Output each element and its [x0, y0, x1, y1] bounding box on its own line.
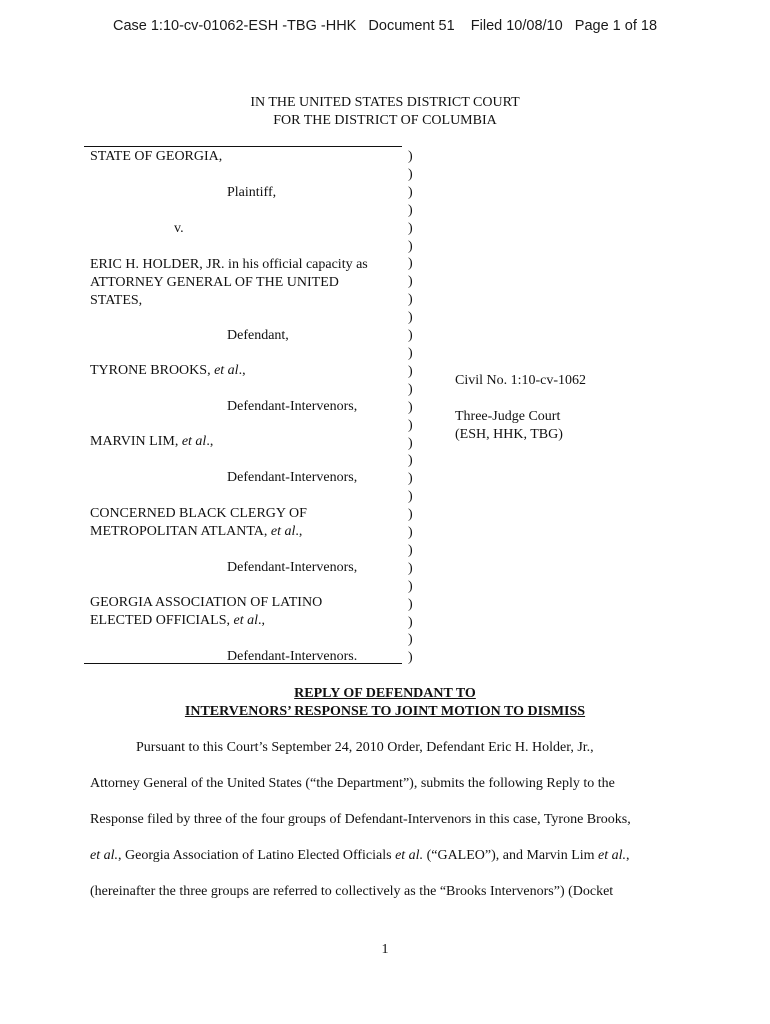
body-line-4-etal-2: et al.: [395, 848, 424, 863]
caption-top-rule: [84, 146, 402, 147]
intervenor3-line2: [90, 523, 302, 541]
intervenor4-etal: et al: [233, 613, 258, 628]
court-heading-line2: FOR THE DISTRICT OF COLUMBIA: [273, 113, 497, 128]
intervenor2-etal: et al: [181, 434, 207, 449]
body-line-4: [90, 847, 630, 865]
intervenor1-etal: et al: [214, 363, 239, 378]
intervenor2-role: Defendant-Intervenors,: [227, 470, 358, 485]
versus: v.: [174, 221, 184, 236]
three-judge-court: [455, 408, 563, 444]
intervenor4-line2-text: ELECTED OFFICIALS,: [90, 613, 230, 628]
body-line-4-etal-1: et al.: [90, 848, 118, 863]
intervenor4-role: Defendant-Intervenors.: [227, 649, 358, 664]
intervenor4-line1: GEORGIA ASSOCIATION OF LATINO: [90, 595, 323, 610]
defendant-role: Defendant,: [227, 328, 289, 343]
body-line-5: (hereinafter the three groups are referred to collectively as the “Brooks Intervenors”) (Docket: [90, 884, 614, 899]
intervenor3-line2-text: METROPOLITAN ATLANTA,: [90, 524, 268, 539]
defendant-line1: ERIC H. HOLDER, JR. in his official capacity as: [90, 257, 368, 272]
intervenor3-role: Defendant-Intervenors,: [227, 560, 358, 575]
court-heading-line1: IN THE UNITED STATES DISTRICT COURT: [250, 95, 520, 110]
court-heading: [0, 94, 770, 130]
body-line-3: Response filed by three of the four groups of Defendant-Intervenors in this case, Tyrone Brooks,: [90, 812, 631, 827]
intervenor3-suffix: .,: [295, 524, 303, 539]
three-judge-line2: (ESH, HHK, TBG): [455, 427, 563, 442]
body-line-4-etal-3: et al.: [598, 848, 627, 863]
intervenor1-name: [90, 362, 246, 380]
intervenor4-suffix: .,: [258, 613, 265, 628]
body-line-2: Attorney General of the United States (“the Department”), submits the following Reply to the: [90, 776, 615, 791]
plaintiff-name: STATE OF GEORGIA,: [90, 149, 223, 164]
body-line-1: Pursuant to this Court’s September 24, 2010 Order, Defendant Eric H. Holder, Jr.,: [136, 740, 594, 755]
intervenor2-name: [90, 433, 213, 451]
intervenor1-name-text: TYRONE BROOKS,: [90, 363, 211, 378]
ecf-header-stamp: Case 1:10-cv-01062-ESH -TBG -HHK Document 51 Filed 10/08/10 Page 1 of 18: [112, 18, 658, 34]
defendant-line3: STATES,: [90, 293, 143, 308]
body-line-4-part-d: (“GALEO”), and Marvin Lim: [423, 848, 599, 863]
body-line-4-part-b: , Georgia Association of Latino Elected Officials: [118, 848, 396, 863]
civil-number: Civil No. 1:10-cv-1062: [455, 373, 587, 388]
page-number: 1: [381, 942, 389, 957]
caption-paren-column: ) ) ) ) ) ) ) ) ) ) ) ) ) ) ) ) ) ) ) ) ) ) ) ) ) ) ) ) ): [408, 149, 413, 666]
body-line-4-part-f: ,: [626, 848, 630, 863]
document-title-line2: INTERVENORS’ RESPONSE TO JOINT MOTION TO DISMISS: [184, 704, 586, 719]
intervenor4-line2: [90, 612, 265, 630]
intervenor2-suffix: .,: [206, 434, 214, 449]
intervenor2-name-text: MARVIN LIM,: [90, 434, 179, 449]
intervenor1-suffix: .,: [238, 363, 246, 378]
intervenor3-etal: et al: [270, 524, 296, 539]
defendant-line2: ATTORNEY GENERAL OF THE UNITED: [90, 275, 339, 290]
intervenor3-line1: CONCERNED BLACK CLERGY OF: [90, 506, 307, 521]
document-title-line1: REPLY OF DEFENDANT TO: [294, 686, 476, 701]
plaintiff-role: Plaintiff,: [227, 185, 277, 200]
three-judge-line1: Three-Judge Court: [455, 409, 561, 424]
intervenor1-role: Defendant-Intervenors,: [227, 399, 358, 414]
